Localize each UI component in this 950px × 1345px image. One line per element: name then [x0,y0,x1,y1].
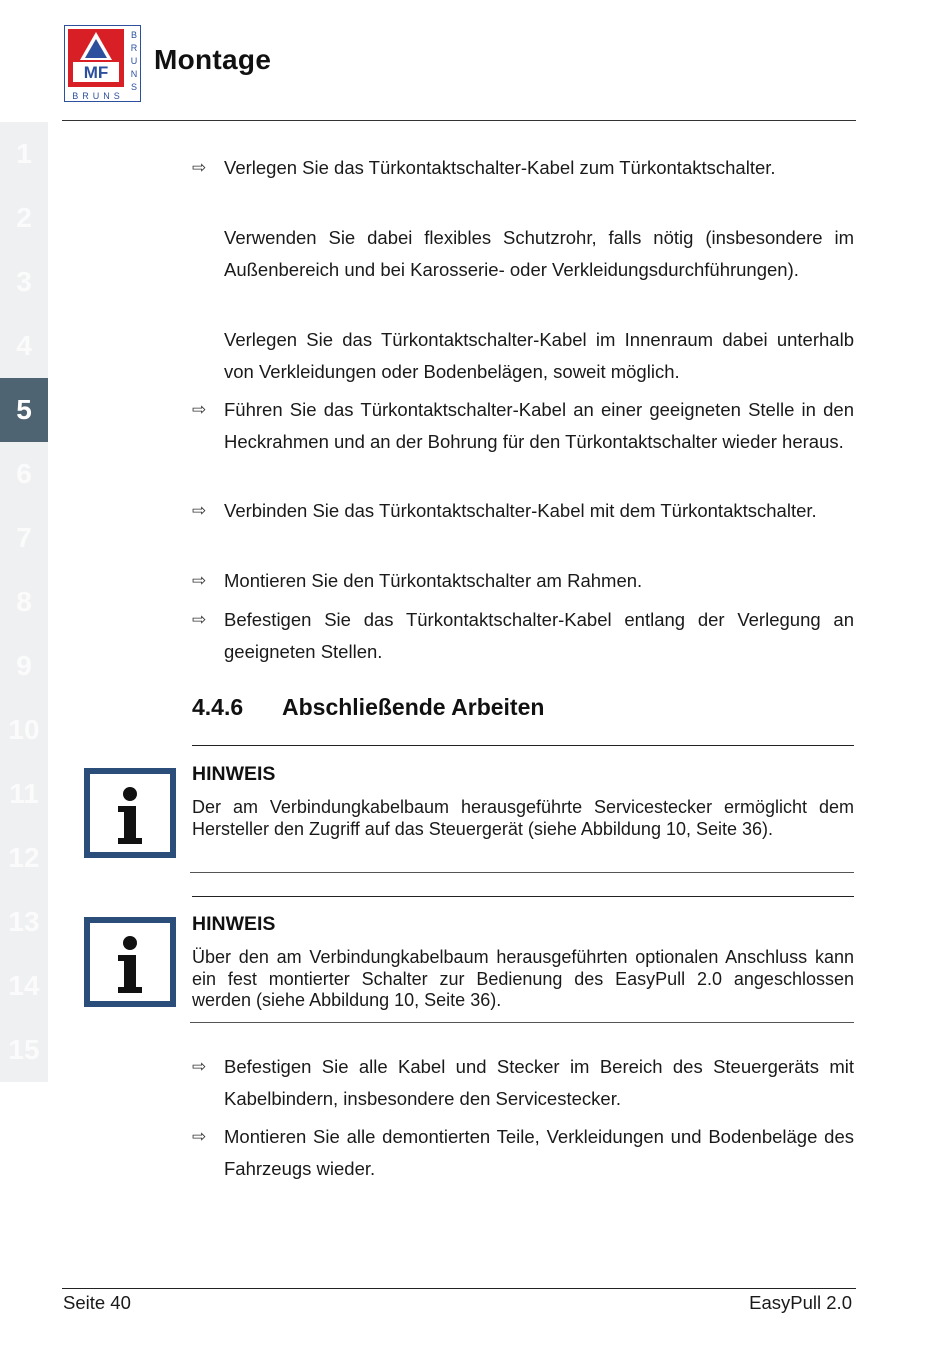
list-item [192,1121,854,1185]
chapter-tab-7[interactable]: 7 [16,522,32,553]
list-item [192,495,854,527]
paragraph: Verwenden Sie dabei flexibles Schutzrohr, falls nötig (insbesondere im Außenbereich und bei Karosserie- oder Verkleidungsdurchführungen). [224,227,854,280]
chapter-tab-9[interactable]: 9 [16,650,32,681]
page-title: Montage [154,44,272,75]
notice-divider [192,896,854,897]
chapter-nav [0,122,48,1082]
chapter-tab-5-active[interactable]: 5 [0,378,48,442]
svg-text:B: B [130,30,138,40]
arrow-icon: ⇨ [192,1057,207,1076]
list-item-text: Führen Sie das Türkontaktschalter-Kabel an einer geeigneten Stelle in den Heckrahmen und an der Bohrung für den Türkontaktschalter wieder heraus. [224,399,854,452]
arrow-icon: ⇨ [192,501,207,520]
product-name: EasyPull 2.0 [749,1292,852,1313]
info-icon [84,917,176,1007]
chapter-tab-2[interactable]: 2 [16,202,32,233]
list-item [192,1051,854,1115]
list-item [192,394,854,458]
notice-title: HINWEIS [192,763,276,785]
chapter-tab-15[interactable]: 15 [8,1034,40,1065]
list-item-text: Befestigen Sie alle Kabel und Stecker im Bereich des Steuergeräts mit Kabelbindern, insbesondere den Servicestecker. [224,1056,854,1109]
header-divider [62,120,856,121]
list-item-text: Verbinden Sie das Türkontaktschalter-Kabel mit dem Türkontaktschalter. [224,500,817,521]
notice-text: Über den am Verbindungkabelbaum herausgeführten optionalen Anschluss kann ein fest montierter Schalter zur Bedienung des EasyPull 2.0 angeschlossen werden (siehe Abbildung 10, Seite 36). [192,947,854,1010]
info-icon [84,768,176,858]
page-number: Seite 40 [63,1292,131,1313]
svg-text:S: S [130,82,138,92]
list-item-text: Befestigen Sie das Türkontaktschalter-Kabel entlang der Verlegung an geeigneten Stellen. [224,609,854,662]
svg-text:R: R [130,43,138,53]
footer-divider [62,1288,856,1289]
arrow-icon: ⇨ [192,400,207,419]
chapter-tab-14[interactable]: 14 [8,970,40,1001]
section-heading [192,694,544,721]
notice-text: Der am Verbindungkabelbaum herausgeführte Servicestecker ermöglicht dem Hersteller den Zugriff auf das Steuergerät (siehe Abbildung 10, Seite 36). [192,797,854,839]
chapter-tab-13[interactable]: 13 [8,906,40,937]
section-number: 4.4.6 [192,694,244,720]
svg-text:U: U [130,56,138,66]
svg-text:BRUNS: BRUNS [72,91,124,101]
svg-text:N: N [130,69,138,79]
svg-text:MF: MF [83,63,109,82]
notice-divider [190,1022,854,1023]
arrow-icon: ⇨ [192,1127,207,1146]
list-item-text: Montieren Sie den Türkontaktschalter am Rahmen. [224,570,643,591]
chapter-tab-12[interactable]: 12 [8,842,40,873]
chapter-tab-1[interactable]: 1 [16,138,32,169]
list-item [192,565,854,597]
list-item [192,152,854,184]
chapter-tab-11[interactable]: 11 [9,778,39,809]
section-title: Abschließende Arbeiten [282,694,545,720]
notice-divider [192,745,854,746]
arrow-icon: ⇨ [192,571,207,590]
list-item-text: Montieren Sie alle demontierten Teile, Verkleidungen und Bodenbeläge des Fahrzeugs wieder. [224,1126,854,1179]
arrow-icon: ⇨ [192,158,207,177]
arrow-icon: ⇨ [192,610,207,629]
chapter-tab-6[interactable]: 6 [16,458,32,489]
paragraph: Verlegen Sie das Türkontaktschalter-Kabel im Innenraum dabei unterhalb von Verkleidungen oder Bodenbelägen, soweit möglich. [224,329,854,382]
chapter-tab-4[interactable]: 4 [16,330,32,361]
chapter-tab-3[interactable]: 3 [16,266,32,297]
notice-title: HINWEIS [192,913,276,935]
chapter-tab-8[interactable]: 8 [16,586,32,617]
list-item-text: Verlegen Sie das Türkontaktschalter-Kabel zum Türkontaktschalter. [224,157,776,178]
amf-bruns-logo [64,25,141,102]
chapter-tab-10[interactable]: 10 [8,714,40,745]
notice-divider [190,872,854,873]
list-item [192,604,854,668]
